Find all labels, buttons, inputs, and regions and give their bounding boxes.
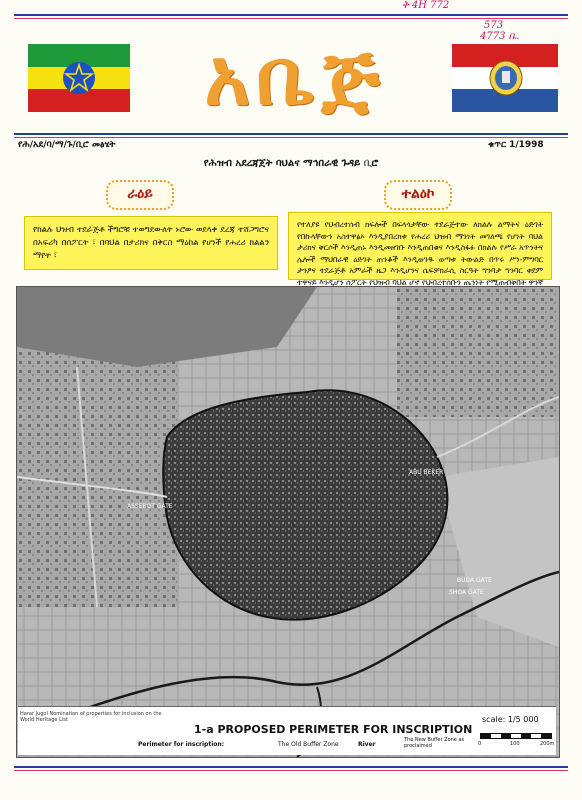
regional-emblem-icon: [488, 59, 524, 97]
scale-tick-200: 200m: [540, 741, 555, 747]
map-label-assebot: ASSEBOT GATE: [127, 503, 173, 510]
map-label-shoa: SHOA GATE: [449, 589, 484, 596]
legend-perimeter: Perimeter for inscription:: [138, 741, 225, 748]
bottom-rule-red: [14, 770, 568, 771]
vision-text-box: የክልሉ ህዝብ ተደራጅቶ ችግሮቹ ተወግደውለት ኑሮው ወደላቀ ደረጃ ተሸጋግሮና በአፍሪካ በሰፖርት ፣ በባህል በታሪክና በቅርስ ማዕከል የሆነች የሐረሪ ክልልን ማየት ፣: [24, 216, 278, 270]
legend-new-buffer: The New Buffer Zone as proclaimed: [404, 737, 465, 749]
legend-buffer: The Old Buffer Zone: [278, 741, 339, 748]
legend-river: River: [358, 741, 376, 748]
bottom-rule-blue: [14, 766, 568, 768]
mission-text-box: የተለያዩ የህብረተሰብ ክፍሎች በፍላጎታቸው ተደራጅተው ለክልሉ ልማትና ዕድገት የበኩላቸውን አስተዋፅኦ እንዲያበረክቱ የሐረሪ ህዝብ ማንነት መገለጫ የሆነት ባህል ታሪክና ቅርሶች እንዲጠኑ እንዲመዘገቡ እንዲጠበቁና እንዲስፋፉ በክልሉ የሥራ አጥንትና ሌሎች ማህበራዊ ዕድገት ጠንቆች እንዲወገዱ ወጣቱ ትውልድ በጥሩ ሥነ-ምግባር ታንፆና ተደራጅቶ አምራች ዜጋ እንዲሆንና ሴፍቻክራሲ ስርዓት ግንባታ ግንባር ቀደም ተዋናይ እንዲሆን ሰፖርት የህዝብ ባህል ሆኖ የህብረተሰቡን ጤንነት የሚጠብቅበት ዋንኛ: [288, 212, 552, 280]
issue-number: ቁጥር 1/1998: [488, 140, 544, 150]
aerial-map: [16, 286, 560, 758]
scale-tick-100: 100: [510, 741, 520, 747]
handwritten-mark-top: ቅ 4H 772: [402, 0, 450, 11]
handwritten-mark-right-1: 573: [484, 20, 504, 31]
map-note: Harar Jugol Nomination of properties for inclusion on the World Heritage List: [20, 711, 162, 723]
vision-badge: ራዕይ: [106, 180, 174, 210]
sub-rule-red: [14, 137, 568, 138]
scale-tick-0: 0: [478, 741, 482, 747]
regional-flag: [452, 44, 558, 112]
aerial-map-image: [17, 287, 559, 757]
ethiopian-flag: [28, 44, 130, 112]
scale-bar: [480, 733, 552, 739]
top-rule-red: [14, 18, 568, 19]
mission-badge: ተልዕኮ: [384, 180, 452, 210]
handwritten-mark-right-2: 4773 ቤ.: [480, 31, 520, 42]
map-caption-title: 1-a PROPOSED PERIMETER FOR INSCRIPTION: [194, 723, 473, 736]
sub-rule-blue: [14, 133, 568, 135]
map-label-abu-beker: ABU BEKER: [409, 469, 444, 476]
top-rule-blue: [14, 14, 568, 16]
map-label-buda: BUDA GATE: [457, 577, 492, 584]
map-scale: scale: 1/5 000: [482, 715, 539, 724]
map-caption-panel: [18, 706, 556, 755]
issue-publisher: የሕ/አደ/ባ/ማ/ጉ/ቢሮ መፅሄት: [18, 140, 116, 150]
star-emblem-icon: [61, 60, 97, 96]
masthead-title: አቤጅ: [204, 33, 386, 123]
department-name: የሕዝብ አደረጃጀት ባህልና ማኅበራዊ ጉዳይ ቢሮ: [203, 158, 379, 169]
